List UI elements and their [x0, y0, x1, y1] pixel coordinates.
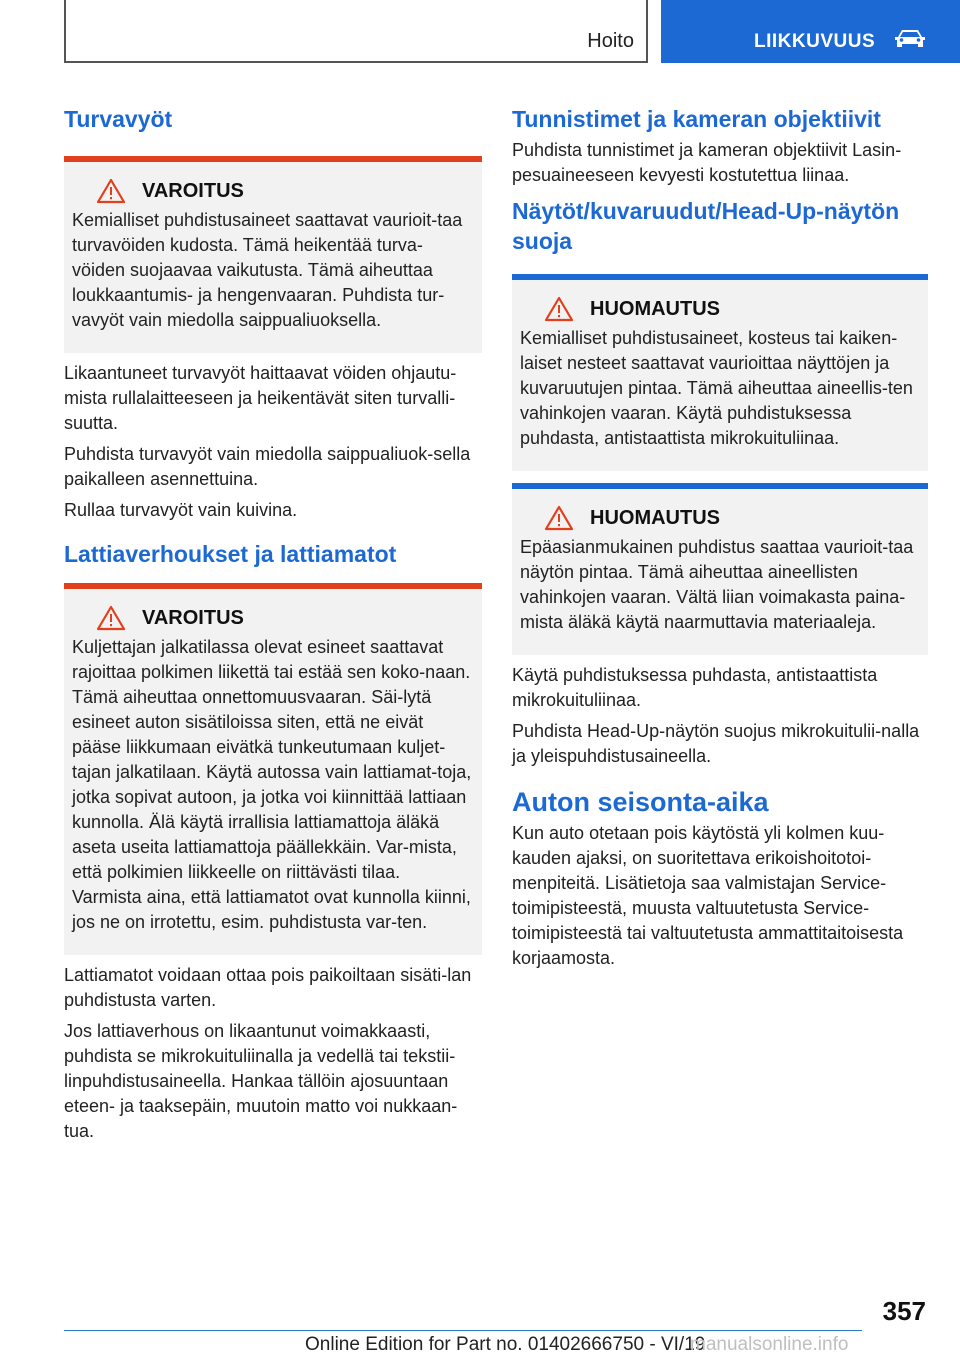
warning-box-seat-belts [64, 156, 482, 353]
paragraph: Puhdista turvavyöt vain miedolla saippualiuok-sella paikalleen asennettuina. [64, 444, 471, 489]
notice-triangle-icon [544, 296, 574, 322]
footer-edition: Online Edition for Part no. 01402666750 - VI/19 [305, 1334, 706, 1355]
warning-title: VAROITUS [142, 179, 244, 202]
notice-text: Epäasianmukainen puhdistus saattaa vaurioit-taa näytön pintaa. Tämä aiheuttaa aineellisten vahinkojen vaaran. Vältä liian voimakasta paina-mista äläkä käytä naarmuttavia materiaaleja. [520, 537, 914, 632]
paragraph: Käytä puhdistuksessa puhdasta, antistaattista mikrokuituliinaa. [512, 665, 878, 710]
right-column [512, 100, 928, 971]
warning-text: Kemialliset puhdistusaineet saattavat vaurioit-taa turvavöiden kudosta. Tämä heikentää turva-vöiden suojaavaa vaikutusta. Tämä aiheuttaa loukkaantumis- ja hengenvaaran. Puhdista tur-vavyöt vain miedolla saippualiuoksella. [72, 210, 463, 330]
page-number: 357 [882, 1296, 926, 1326]
footer-watermark: manualsonline.info [690, 1334, 849, 1355]
left-column [64, 100, 482, 1144]
warning-triangle-icon [96, 605, 126, 631]
paragraph: Kun auto otetaan pois käytöstä yli kolmen kuu-kauden ajaksi, on suoritettava erikoishoitotoi-menpiteitä. Lisätietoja saa valmistajan Service-toimipisteestä, muusta valtuutetusta Service-toimipisteestä tai valtuutetusta ammattitaitoisesta korjaamosta. [512, 823, 904, 968]
header-chapter-tab [661, 0, 960, 63]
paragraph: Puhdista Head-Up-näytön suojus mikrokuitulii-nalla ja yleispuhdistusaineella. [512, 721, 920, 766]
footer-divider [64, 1330, 862, 1331]
warning-title: VAROITUS [142, 606, 244, 629]
warning-box-floor-mats [64, 583, 482, 955]
warning-triangle-icon [96, 178, 126, 204]
notice-title: HUOMAUTUS [590, 297, 720, 320]
heading-storage-period: Auton seisonta-aika [512, 787, 769, 817]
notice-box-cleaning [512, 483, 928, 655]
heading-sensors-cameras: Tunnistimet ja kameran objektiivit [512, 106, 881, 132]
header-chapter-title: LIIKKUVUUS [754, 31, 876, 52]
paragraph: Jos lattiaverhous on likaantunut voimakkaasti, puhdista se mikrokuituliinalla ja vedellä tai tekstii-linpuhdistusaineella. Hankaa tällöin ajosuuntaan eteen- ja taaksepäin, muutoin matto voi nukkaan-tua. [64, 1021, 458, 1141]
heading-seat-belts: Turvavyöt [64, 106, 173, 132]
heading-displays: Näytöt/kuvaruudut/Head-Up-näytön suoja [512, 198, 900, 254]
notice-text: Kemialliset puhdistusaineet, kosteus tai kaiken-laiset nesteet saattavat vaurioittaa näyttöjen ja kuvaruutujen pintaa. Tämä aiheuttaa aineellis-ten vahinkojen vaaran. Käytä puhdistuksessa puhdasta, antistaattista mikrokuituliinaa. [520, 328, 913, 448]
notice-triangle-icon [544, 505, 574, 531]
car-icon [893, 28, 927, 50]
paragraph: Lattiamatot voidaan ottaa pois paikoiltaan sisäti-lan puhdistusta varten. [64, 965, 472, 1010]
paragraph: Likaantuneet turvavyöt haittaavat vöiden ohjautu-mista rullalaitteeseen ja heikentävät siten turvalli-suutta. [64, 363, 457, 433]
notice-box-displays [512, 274, 928, 471]
header-section-title: Hoito [587, 30, 634, 52]
heading-floor-mats: Lattiaverhoukset ja lattiamatot [64, 541, 397, 567]
warning-text: Kuljettajan jalkatilassa olevat esineet saattavat rajoittaa polkimen liikettä tai estää sen koko-naan. Tämä aiheuttaa onnettomuusvaaran. Säi-lytä esineet auton sisätiloissa siten, että ne eivät pääse liikkumaan eivätkä tunkeutumaan kuljet-tajan jalkatilaan. Käytä autossa vain lattiamat-toja, jotka sopivat autoon, ja jotka voi kiinnittää lattiaan kunnolla. Älä käytä irrallisia lattiamattoja äläkä aseta useita lattiamattoja päällekkäin. Var-mista, että polkimien liikkeelle on riittävästi tilaa. Varmista aina, että lattiamatot ovat kunnolla kiinni, jos ne on irrotettu, esim. puhdistusta var-ten. [72, 637, 472, 932]
header-section-box [64, 0, 648, 63]
notice-title: HUOMAUTUS [590, 506, 720, 529]
paragraph: Puhdista tunnistimet ja kameran objektiivit Lasin-pesuaineeseen kevyesti kostutettua liinaa. [512, 140, 902, 185]
paragraph: Rullaa turvavyöt vain kuivina. [64, 500, 298, 520]
